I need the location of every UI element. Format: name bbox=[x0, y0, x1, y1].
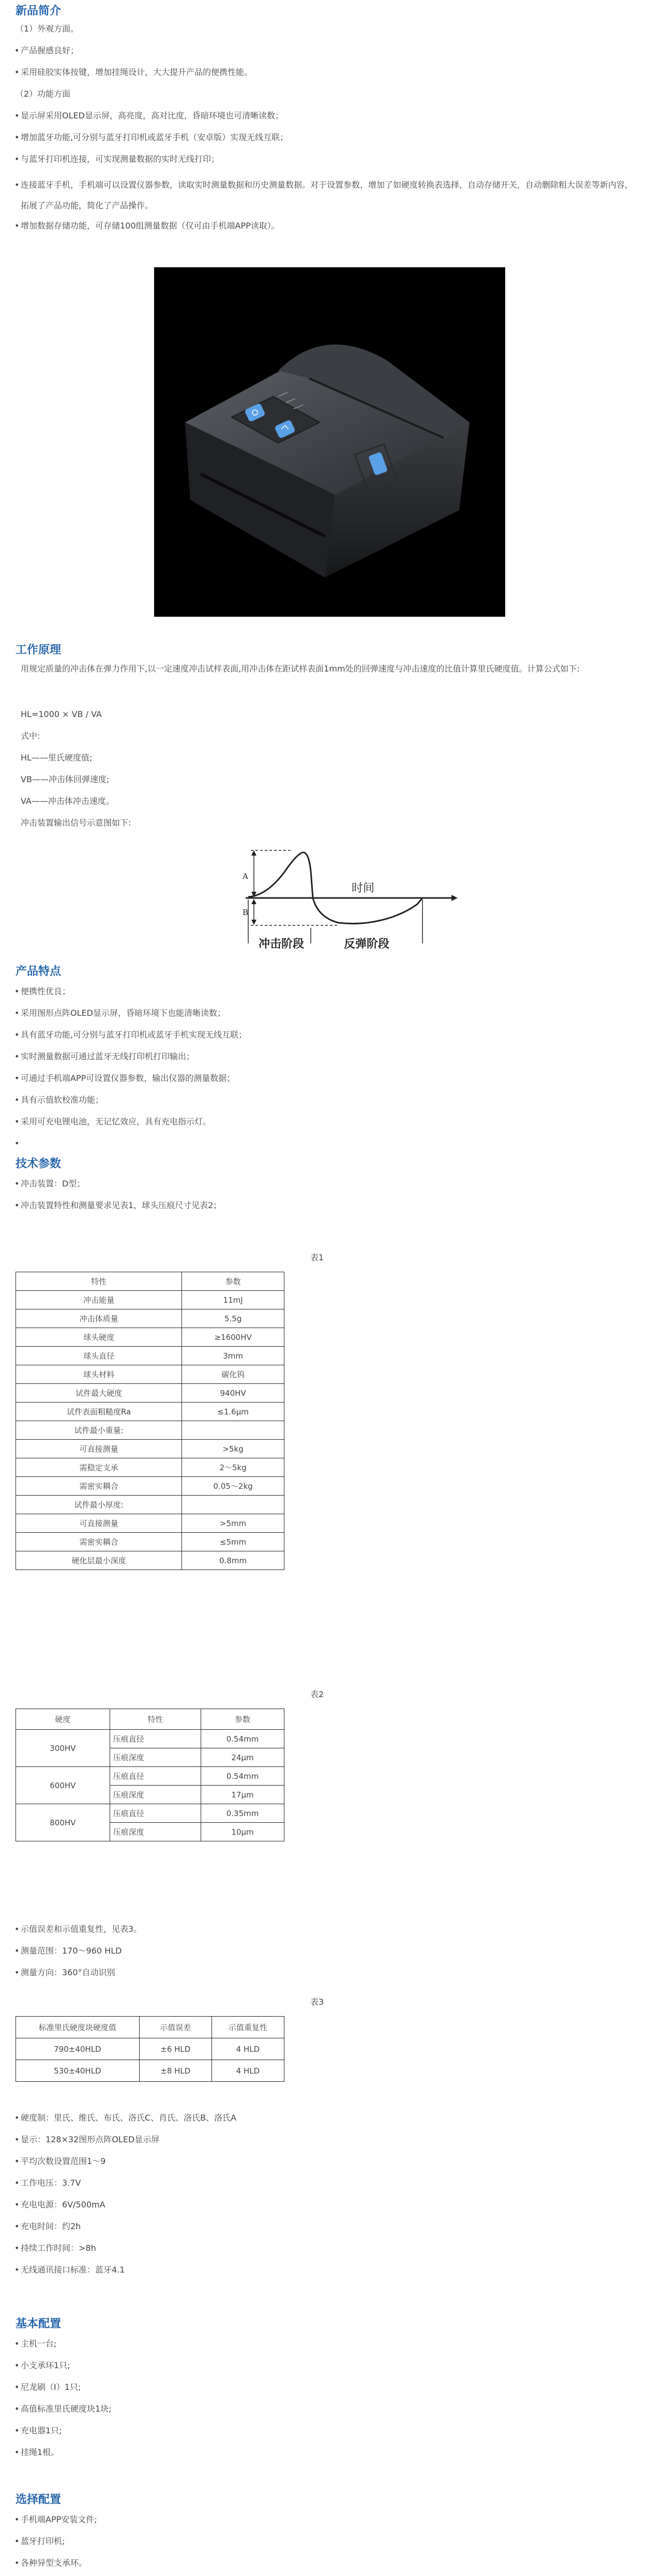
table1-property-cell: 试件最大硬度 bbox=[16, 1384, 182, 1403]
label-a: A bbox=[243, 872, 248, 881]
table1-body bbox=[16, 1291, 284, 1570]
signal-diagram bbox=[235, 840, 463, 954]
spec-item: • 冲击装置：D型； bbox=[21, 1178, 85, 1190]
spec-item: • 测量方向：360°自动识别 bbox=[21, 1967, 115, 1979]
section-title-principle: 工作原理 bbox=[16, 644, 62, 657]
table2 bbox=[16, 1709, 284, 1841]
intro-item: • 显示屏采用OLED显示屏，高亮度，高对比度，昏暗环境也可清晰读数； bbox=[21, 110, 283, 122]
table1-row bbox=[16, 1347, 284, 1365]
table1-property-cell: 需密实耦合 bbox=[16, 1533, 182, 1551]
spec-item: • 平均次数设置范围1～9 bbox=[21, 2155, 105, 2168]
basic-item: • 小支承环1只; bbox=[21, 2359, 70, 2372]
intro-group2-head: （2）功能方面 bbox=[16, 89, 71, 99]
phase-impact-label: 冲击阶段 bbox=[259, 937, 305, 951]
table1-property-cell: 球头硬度 bbox=[16, 1328, 182, 1347]
section-title-intro: 新品简介 bbox=[16, 5, 62, 18]
table1-row bbox=[16, 1533, 284, 1551]
table1-property-cell: 试件最小厚度: bbox=[16, 1496, 182, 1514]
table1-property-cell: 冲击体质量 bbox=[16, 1309, 182, 1328]
table2-hardness-cell: 300HV bbox=[16, 1730, 110, 1767]
table2-header: 特性 bbox=[110, 1709, 201, 1730]
table1-value-cell: ≤1.6μm bbox=[182, 1403, 284, 1421]
principle-def: VB——冲击体回弹速度; bbox=[21, 774, 110, 784]
product-illustration bbox=[154, 267, 505, 617]
spec-item: • 充电时间：约2h bbox=[21, 2220, 81, 2233]
table3-body bbox=[16, 2038, 284, 2082]
feature-item: • 采用图形点阵OLED显示屏，昏暗环境下也能清晰读数； bbox=[21, 1007, 225, 1019]
table1-row bbox=[16, 1514, 284, 1533]
table1-value-cell: 0.05～2kg bbox=[182, 1477, 284, 1496]
table1-row bbox=[16, 1458, 284, 1477]
optional-item: • 各种异型支承环。 bbox=[21, 2557, 87, 2569]
table2-value-cell: 24μm bbox=[201, 1748, 284, 1767]
basic-item: • 充电器1只; bbox=[21, 2425, 62, 2437]
table1-row bbox=[16, 1496, 284, 1514]
table2-header: 参数 bbox=[201, 1709, 284, 1730]
basic-item: • 主机一台; bbox=[21, 2338, 56, 2350]
intro-item: • 增加数据存储功能，可存储100组测量数据（仅可由手机端APP读取）。 bbox=[21, 220, 280, 232]
table3 bbox=[16, 2016, 284, 2082]
table2-value-cell: 17μm bbox=[201, 1786, 284, 1804]
table1-value-cell: >5kg bbox=[182, 1440, 284, 1458]
label-b: B bbox=[243, 908, 249, 917]
table2-row bbox=[16, 1804, 284, 1823]
principle-diagram-intro: 冲击装置输出信号示意图如下: bbox=[21, 818, 131, 828]
principle-def: HL——里氏硬度值; bbox=[21, 753, 93, 763]
spec-item: • 显示：128×32图形点阵OLED显示屏 bbox=[21, 2133, 159, 2146]
table1-row bbox=[16, 1421, 284, 1440]
arrow-head bbox=[251, 899, 256, 904]
feature-item: • 实时测量数据可通过蓝牙无线打印机打印输出； bbox=[21, 1050, 194, 1063]
table2-body bbox=[16, 1730, 284, 1841]
table3-cell: 790±40HLD bbox=[16, 2038, 140, 2060]
table1-value-cell: 2～5kg bbox=[182, 1458, 284, 1477]
table1-property-cell: 球头直径 bbox=[16, 1347, 182, 1365]
table1-row bbox=[16, 1403, 284, 1421]
product-photo bbox=[154, 267, 505, 617]
table2-value-cell: 0.54mm bbox=[201, 1767, 284, 1786]
table3-header: 示值误差 bbox=[139, 2017, 211, 2038]
table1-row bbox=[16, 1328, 284, 1347]
arrow-head bbox=[251, 850, 256, 856]
table2-property-cell: 压痕深度 bbox=[110, 1748, 201, 1767]
principle-formula: HL=1000 × VB / VA bbox=[21, 709, 102, 719]
table1-property-cell: 可直接测量 bbox=[16, 1440, 182, 1458]
feature-item: • 可通过手机端APP可设置仪器参数，输出仪器的测量数据； bbox=[21, 1072, 235, 1085]
time-label: 时间 bbox=[352, 882, 375, 895]
section-title-features: 产品特点 bbox=[16, 965, 62, 978]
spec-item: • 冲击装置特性和测量要求见表1，球头压痕尺寸见表2； bbox=[21, 1199, 221, 1212]
phase-rebound-label: 反弹阶段 bbox=[344, 937, 390, 951]
feature-item: • 具有蓝牙功能,可分别与蓝牙打印机或蓝牙手机实现无线互联； bbox=[21, 1029, 247, 1041]
table2-header-row bbox=[16, 1709, 284, 1730]
table1-header: 参数 bbox=[182, 1272, 284, 1291]
table1-property-cell: 硬化层最小深度 bbox=[16, 1551, 182, 1570]
table2-caption: 表2 bbox=[310, 1689, 324, 1699]
table3-cell: 530±40HLD bbox=[16, 2060, 140, 2082]
table1-value-cell: ≤5mm bbox=[182, 1533, 284, 1551]
table3-cell: 4 HLD bbox=[211, 2060, 284, 2082]
table2-property-cell: 压痕直径 bbox=[110, 1804, 201, 1823]
table2-value-cell: 0.35mm bbox=[201, 1804, 284, 1823]
table2-value-cell: 0.54mm bbox=[201, 1730, 284, 1748]
table1-row bbox=[16, 1365, 284, 1384]
principle-formula-where: 式中: bbox=[21, 731, 40, 741]
table1-header-row bbox=[16, 1272, 284, 1291]
table2-row bbox=[16, 1730, 284, 1748]
table1-row bbox=[16, 1477, 284, 1496]
section-title-specs: 技术参数 bbox=[16, 1157, 62, 1170]
table1-value-cell: >5mm bbox=[182, 1514, 284, 1533]
table1-value-cell: 3mm bbox=[182, 1347, 284, 1365]
intro-item: • 连接蓝牙手机，手机端可以设置仪器参数，读取实时测量数据和历史测量数据。对于设置参数，增加了如硬度转换表选择，自动存储开关，自动删除粗大误差等新内容，拓展了产品功能，简化了产品操作。 bbox=[21, 175, 636, 216]
table1-property-cell: 需稳定支承 bbox=[16, 1458, 182, 1477]
table1-property-cell: 可直接测量 bbox=[16, 1514, 182, 1533]
table2-hardness-cell: 600HV bbox=[16, 1767, 110, 1804]
table1-property-cell: 冲击能量 bbox=[16, 1291, 182, 1309]
table3-header: 示值重复性 bbox=[211, 2017, 284, 2038]
feature-item: • 便携性优良； bbox=[21, 985, 70, 998]
table2-value-cell: 10μm bbox=[201, 1823, 284, 1841]
principle-def: VA——冲击体冲击速度。 bbox=[21, 796, 114, 806]
axis-arrow bbox=[451, 895, 458, 901]
spec-item: • 测量范围：170～960 HLD bbox=[21, 1945, 122, 1957]
arrow-head bbox=[251, 920, 256, 925]
table1-property-cell: 试件最小重量: bbox=[16, 1421, 182, 1440]
spec-item: • 工作电压：3.7V bbox=[21, 2177, 81, 2189]
table3-header-row bbox=[16, 2017, 284, 2038]
table3-row bbox=[16, 2038, 284, 2060]
table2-property-cell: 压痕直径 bbox=[110, 1730, 201, 1748]
table1-value-cell: 940HV bbox=[182, 1384, 284, 1403]
spec-item: • 硬度制：里氏、维氏、布氏、洛氏C、肖氏、洛氏B、洛氏A bbox=[21, 2112, 236, 2124]
table1-row bbox=[16, 1291, 284, 1309]
basic-item: • 尼龙刷（I）1只; bbox=[21, 2381, 81, 2394]
intro-item: • 与蓝牙打印机连接，可实现测量数据的实时无线打印； bbox=[21, 153, 219, 165]
table3-cell: ±6 HLD bbox=[139, 2038, 211, 2060]
feature-item: • 采用可充电锂电池，无记忆效应，具有充电指示灯。 bbox=[21, 1116, 211, 1128]
table1-value-cell: 5.5g bbox=[182, 1309, 284, 1328]
optional-item: • 手机端APP安装文件; bbox=[21, 2513, 97, 2526]
table1-value-cell bbox=[182, 1421, 284, 1440]
table1-header: 特性 bbox=[16, 1272, 182, 1291]
table1-value-cell bbox=[182, 1496, 284, 1514]
table1-value-cell: 碳化钨 bbox=[182, 1365, 284, 1384]
signal-curve bbox=[248, 852, 422, 924]
feature-item: • 具有示值软校准功能； bbox=[21, 1094, 103, 1106]
table3-header: 标准里氏硬度块硬度值 bbox=[16, 2017, 140, 2038]
table1-row bbox=[16, 1440, 284, 1458]
section-title-optional: 选择配置 bbox=[16, 2493, 62, 2506]
table3-row bbox=[16, 2060, 284, 2082]
table2-property-cell: 压痕深度 bbox=[110, 1786, 201, 1804]
table1-property-cell: 球头材料 bbox=[16, 1365, 182, 1384]
spec-item: • 无线通讯接口标准：蓝牙4.1 bbox=[21, 2264, 125, 2276]
table3-cell: ±8 HLD bbox=[139, 2060, 211, 2082]
section-title-basic: 基本配置 bbox=[16, 2318, 62, 2330]
intro-item: • 采用硅胶实体按键，增加挂绳设计，大大提升产品的便携性能。 bbox=[21, 66, 252, 79]
table2-header: 硬度 bbox=[16, 1709, 110, 1730]
spec-item: • 持续工作时间：>8h bbox=[21, 2242, 96, 2254]
intro-item: • 产品握感良好； bbox=[21, 44, 79, 57]
table3-caption: 表3 bbox=[310, 1997, 324, 2007]
table1-value-cell: ≥1600HV bbox=[182, 1328, 284, 1347]
intro-group1-head: （1）外观方面。 bbox=[16, 24, 79, 34]
optional-item: • 蓝牙打印机; bbox=[21, 2535, 65, 2548]
table3-cell: 4 HLD bbox=[211, 2038, 284, 2060]
table1-property-cell: 需密实耦合 bbox=[16, 1477, 182, 1496]
basic-item: • 挂绳1根。 bbox=[21, 2446, 59, 2459]
table1-row bbox=[16, 1384, 284, 1403]
table2-hardness-cell: 800HV bbox=[16, 1804, 110, 1841]
basic-item: • 高值标准里氏硬度块1块; bbox=[21, 2403, 112, 2415]
spec-item: • 示值误差和示值重复性，见表3。 bbox=[21, 1923, 142, 1935]
table2-row bbox=[16, 1767, 284, 1786]
table1-row bbox=[16, 1309, 284, 1328]
table1-value-cell: 0.8mm bbox=[182, 1551, 284, 1570]
table1-row bbox=[16, 1551, 284, 1570]
table1-caption: 表1 bbox=[310, 1253, 324, 1262]
spec-item: • 充电电源：6V/500mA bbox=[21, 2199, 105, 2211]
intro-item: • 增加蓝牙功能,可分别与蓝牙打印机或蓝牙手机（安卓版）实现无线互联； bbox=[21, 131, 288, 144]
table1-value-cell: 11mJ bbox=[182, 1291, 284, 1309]
table1 bbox=[16, 1272, 284, 1570]
table1-property-cell: 试件表面粗糙度Ra bbox=[16, 1403, 182, 1421]
table2-property-cell: 压痕直径 bbox=[110, 1767, 201, 1786]
principle-paragraph: 用规定质量的冲击体在弹力作用下,以一定速度冲击试样表面,用冲击体在距试样表面1mm处的回弹速度与冲击速度的比值计算里氏硬度值。计算公式如下: bbox=[21, 664, 580, 674]
table2-property-cell: 压痕深度 bbox=[110, 1823, 201, 1841]
